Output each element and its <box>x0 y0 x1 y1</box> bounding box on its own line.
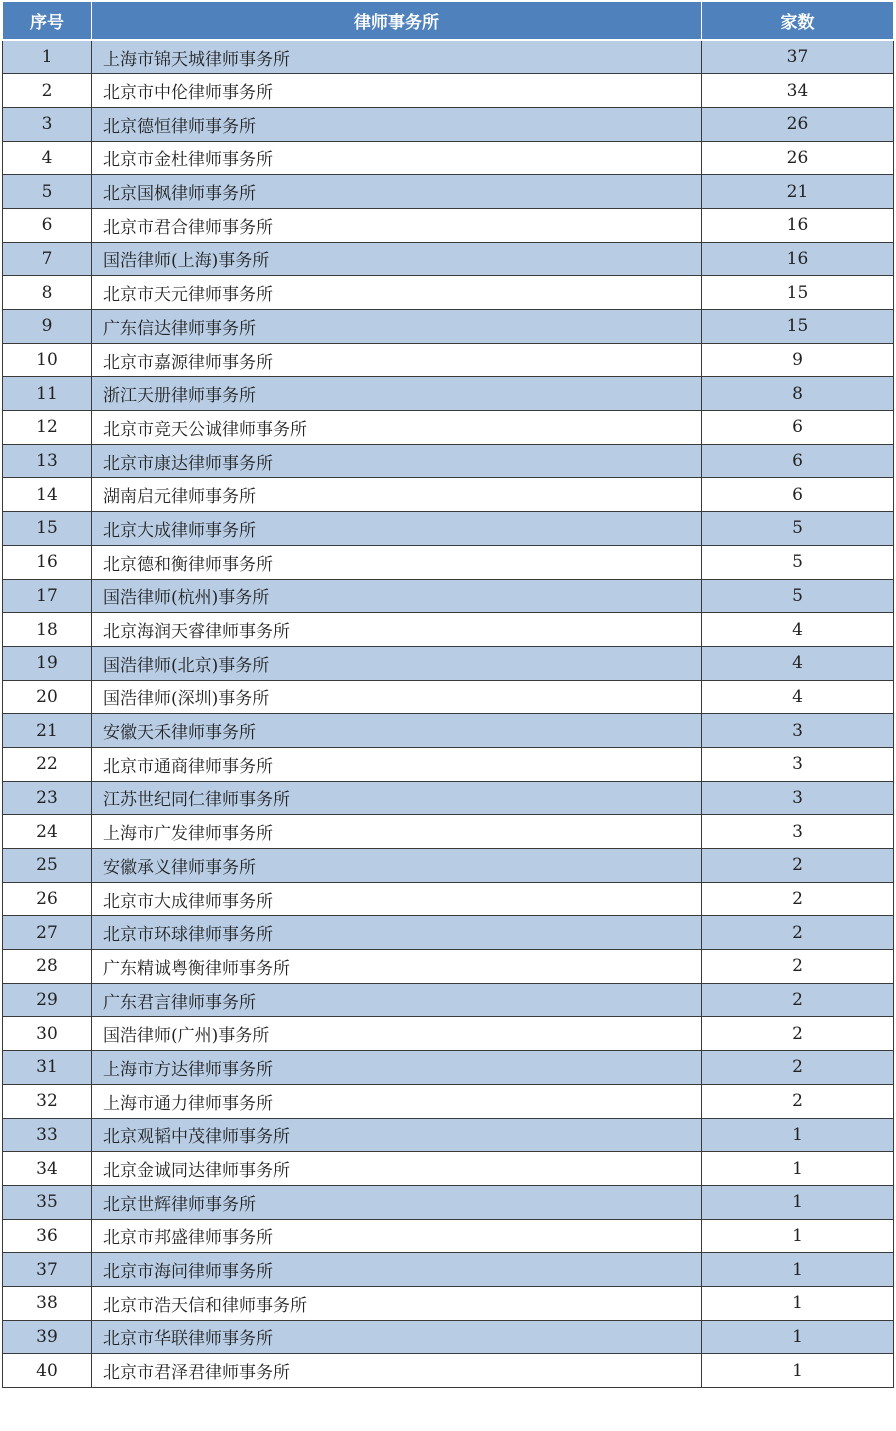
table-row <box>3 343 894 377</box>
row-count: 6 <box>702 444 894 478</box>
table-row <box>3 1185 894 1219</box>
table-row <box>3 579 894 613</box>
row-index: 10 <box>3 343 92 377</box>
row-law-firm-name: 上海市方达律师事务所 <box>92 1051 702 1085</box>
row-index: 26 <box>3 882 92 916</box>
table-row <box>3 1017 894 1051</box>
row-count: 5 <box>702 512 894 546</box>
row-law-firm-name: 广东精诚粤衡律师事务所 <box>92 950 702 984</box>
row-law-firm-name: 北京德恒律师事务所 <box>92 107 702 141</box>
row-law-firm-name: 安徽天禾律师事务所 <box>92 714 702 748</box>
row-count: 4 <box>702 613 894 647</box>
row-law-firm-name: 上海市锦天城律师事务所 <box>92 40 702 74</box>
row-law-firm-name: 北京市大成律师事务所 <box>92 882 702 916</box>
row-index: 40 <box>3 1354 92 1388</box>
row-law-firm-name: 北京市海问律师事务所 <box>92 1253 702 1287</box>
table-row <box>3 613 894 647</box>
row-index: 15 <box>3 512 92 546</box>
row-count: 26 <box>702 141 894 175</box>
row-law-firm-name: 北京市中伦律师事务所 <box>92 74 702 108</box>
table-row <box>3 276 894 310</box>
table-row <box>3 950 894 984</box>
table-row <box>3 680 894 714</box>
row-law-firm-name: 国浩律师(上海)事务所 <box>92 242 702 276</box>
row-law-firm-name: 北京市浩天信和律师事务所 <box>92 1286 702 1320</box>
row-count: 21 <box>702 175 894 209</box>
row-count: 2 <box>702 882 894 916</box>
table-row <box>3 74 894 108</box>
table-header <box>3 2 894 40</box>
row-count: 2 <box>702 950 894 984</box>
table-row <box>3 242 894 276</box>
table-row <box>3 1051 894 1085</box>
row-index: 31 <box>3 1051 92 1085</box>
row-index: 1 <box>3 40 92 74</box>
table-row <box>3 747 894 781</box>
row-index: 19 <box>3 646 92 680</box>
row-index: 18 <box>3 613 92 647</box>
header-count: 家数 <box>702 2 894 40</box>
row-count: 15 <box>702 276 894 310</box>
row-count: 16 <box>702 242 894 276</box>
row-law-firm-name: 湖南启元律师事务所 <box>92 478 702 512</box>
row-index: 8 <box>3 276 92 310</box>
row-index: 17 <box>3 579 92 613</box>
row-count: 34 <box>702 74 894 108</box>
table-row <box>3 781 894 815</box>
row-index: 36 <box>3 1219 92 1253</box>
row-count: 1 <box>702 1152 894 1186</box>
row-index: 33 <box>3 1118 92 1152</box>
row-count: 8 <box>702 377 894 411</box>
table-row <box>3 40 894 74</box>
table-row <box>3 1152 894 1186</box>
row-index: 14 <box>3 478 92 512</box>
row-law-firm-name: 浙江天册律师事务所 <box>92 377 702 411</box>
table-row <box>3 1320 894 1354</box>
row-index: 5 <box>3 175 92 209</box>
table-row <box>3 849 894 883</box>
row-count: 26 <box>702 107 894 141</box>
table-row <box>3 1084 894 1118</box>
row-count: 3 <box>702 815 894 849</box>
law-firm-table-container <box>2 2 893 1388</box>
row-count: 2 <box>702 1084 894 1118</box>
row-law-firm-name: 北京国枫律师事务所 <box>92 175 702 209</box>
row-count: 1 <box>702 1286 894 1320</box>
row-law-firm-name: 上海市广发律师事务所 <box>92 815 702 849</box>
row-count: 1 <box>702 1185 894 1219</box>
table-row <box>3 916 894 950</box>
row-law-firm-name: 北京市环球律师事务所 <box>92 916 702 950</box>
table-row <box>3 310 894 344</box>
row-index: 21 <box>3 714 92 748</box>
row-count: 5 <box>702 545 894 579</box>
header-law-firm: 律师事务所 <box>92 2 702 40</box>
row-count: 1 <box>702 1219 894 1253</box>
law-firm-table <box>2 2 894 1388</box>
table-row <box>3 815 894 849</box>
row-index: 39 <box>3 1320 92 1354</box>
row-index: 12 <box>3 411 92 445</box>
row-count: 6 <box>702 478 894 512</box>
row-count: 5 <box>702 579 894 613</box>
row-law-firm-name: 北京金诚同达律师事务所 <box>92 1152 702 1186</box>
row-count: 16 <box>702 208 894 242</box>
row-law-firm-name: 北京市君泽君律师事务所 <box>92 1354 702 1388</box>
row-law-firm-name: 北京市邦盛律师事务所 <box>92 1219 702 1253</box>
row-count: 2 <box>702 849 894 883</box>
row-law-firm-name: 广东君言律师事务所 <box>92 983 702 1017</box>
row-count: 1 <box>702 1354 894 1388</box>
row-law-firm-name: 北京市君合律师事务所 <box>92 208 702 242</box>
table-row <box>3 411 894 445</box>
row-index: 37 <box>3 1253 92 1287</box>
row-law-firm-name: 国浩律师(深圳)事务所 <box>92 680 702 714</box>
row-index: 24 <box>3 815 92 849</box>
table-row <box>3 512 894 546</box>
row-law-firm-name: 北京世辉律师事务所 <box>92 1185 702 1219</box>
row-law-firm-name: 北京市天元律师事务所 <box>92 276 702 310</box>
row-count: 1 <box>702 1253 894 1287</box>
row-index: 16 <box>3 545 92 579</box>
row-count: 2 <box>702 1017 894 1051</box>
row-law-firm-name: 江苏世纪同仁律师事务所 <box>92 781 702 815</box>
row-law-firm-name: 国浩律师(北京)事务所 <box>92 646 702 680</box>
row-index: 29 <box>3 983 92 1017</box>
row-count: 2 <box>702 916 894 950</box>
header-index: 序号 <box>3 2 92 40</box>
row-law-firm-name: 国浩律师(广州)事务所 <box>92 1017 702 1051</box>
table-body <box>3 40 894 1388</box>
row-index: 35 <box>3 1185 92 1219</box>
row-index: 6 <box>3 208 92 242</box>
row-index: 28 <box>3 950 92 984</box>
row-count: 2 <box>702 983 894 1017</box>
row-index: 25 <box>3 849 92 883</box>
table-row <box>3 1253 894 1287</box>
row-law-firm-name: 北京市嘉源律师事务所 <box>92 343 702 377</box>
row-count: 1 <box>702 1118 894 1152</box>
row-law-firm-name: 北京大成律师事务所 <box>92 512 702 546</box>
row-index: 9 <box>3 310 92 344</box>
table-row <box>3 1219 894 1253</box>
row-count: 1 <box>702 1320 894 1354</box>
row-index: 7 <box>3 242 92 276</box>
row-count: 15 <box>702 310 894 344</box>
row-index: 11 <box>3 377 92 411</box>
row-index: 20 <box>3 680 92 714</box>
table-row <box>3 1118 894 1152</box>
table-row <box>3 545 894 579</box>
table-row <box>3 714 894 748</box>
row-index: 38 <box>3 1286 92 1320</box>
row-law-firm-name: 北京德和衡律师事务所 <box>92 545 702 579</box>
row-index: 3 <box>3 107 92 141</box>
row-index: 32 <box>3 1084 92 1118</box>
row-count: 2 <box>702 1051 894 1085</box>
row-count: 3 <box>702 747 894 781</box>
row-law-firm-name: 安徽承义律师事务所 <box>92 849 702 883</box>
row-law-firm-name: 北京市康达律师事务所 <box>92 444 702 478</box>
row-count: 3 <box>702 714 894 748</box>
table-row <box>3 141 894 175</box>
row-law-firm-name: 北京市金杜律师事务所 <box>92 141 702 175</box>
row-index: 22 <box>3 747 92 781</box>
table-row <box>3 1354 894 1388</box>
row-law-firm-name: 北京市通商律师事务所 <box>92 747 702 781</box>
row-index: 34 <box>3 1152 92 1186</box>
row-count: 9 <box>702 343 894 377</box>
row-count: 4 <box>702 646 894 680</box>
table-row <box>3 983 894 1017</box>
table-row <box>3 478 894 512</box>
row-count: 3 <box>702 781 894 815</box>
row-law-firm-name: 北京市竞天公诚律师事务所 <box>92 411 702 445</box>
table-row <box>3 107 894 141</box>
row-count: 37 <box>702 40 894 74</box>
row-law-firm-name: 北京观韬中茂律师事务所 <box>92 1118 702 1152</box>
row-law-firm-name: 北京市华联律师事务所 <box>92 1320 702 1354</box>
table-row <box>3 208 894 242</box>
row-law-firm-name: 北京海润天睿律师事务所 <box>92 613 702 647</box>
row-index: 13 <box>3 444 92 478</box>
row-law-firm-name: 国浩律师(杭州)事务所 <box>92 579 702 613</box>
table-row <box>3 646 894 680</box>
row-count: 4 <box>702 680 894 714</box>
table-row <box>3 175 894 209</box>
table-row <box>3 1286 894 1320</box>
row-law-firm-name: 上海市通力律师事务所 <box>92 1084 702 1118</box>
row-law-firm-name: 广东信达律师事务所 <box>92 310 702 344</box>
row-index: 23 <box>3 781 92 815</box>
header-row <box>3 2 894 40</box>
row-index: 2 <box>3 74 92 108</box>
table-row <box>3 882 894 916</box>
table-row <box>3 377 894 411</box>
row-index: 30 <box>3 1017 92 1051</box>
row-index: 4 <box>3 141 92 175</box>
table-row <box>3 444 894 478</box>
row-count: 6 <box>702 411 894 445</box>
row-index: 27 <box>3 916 92 950</box>
